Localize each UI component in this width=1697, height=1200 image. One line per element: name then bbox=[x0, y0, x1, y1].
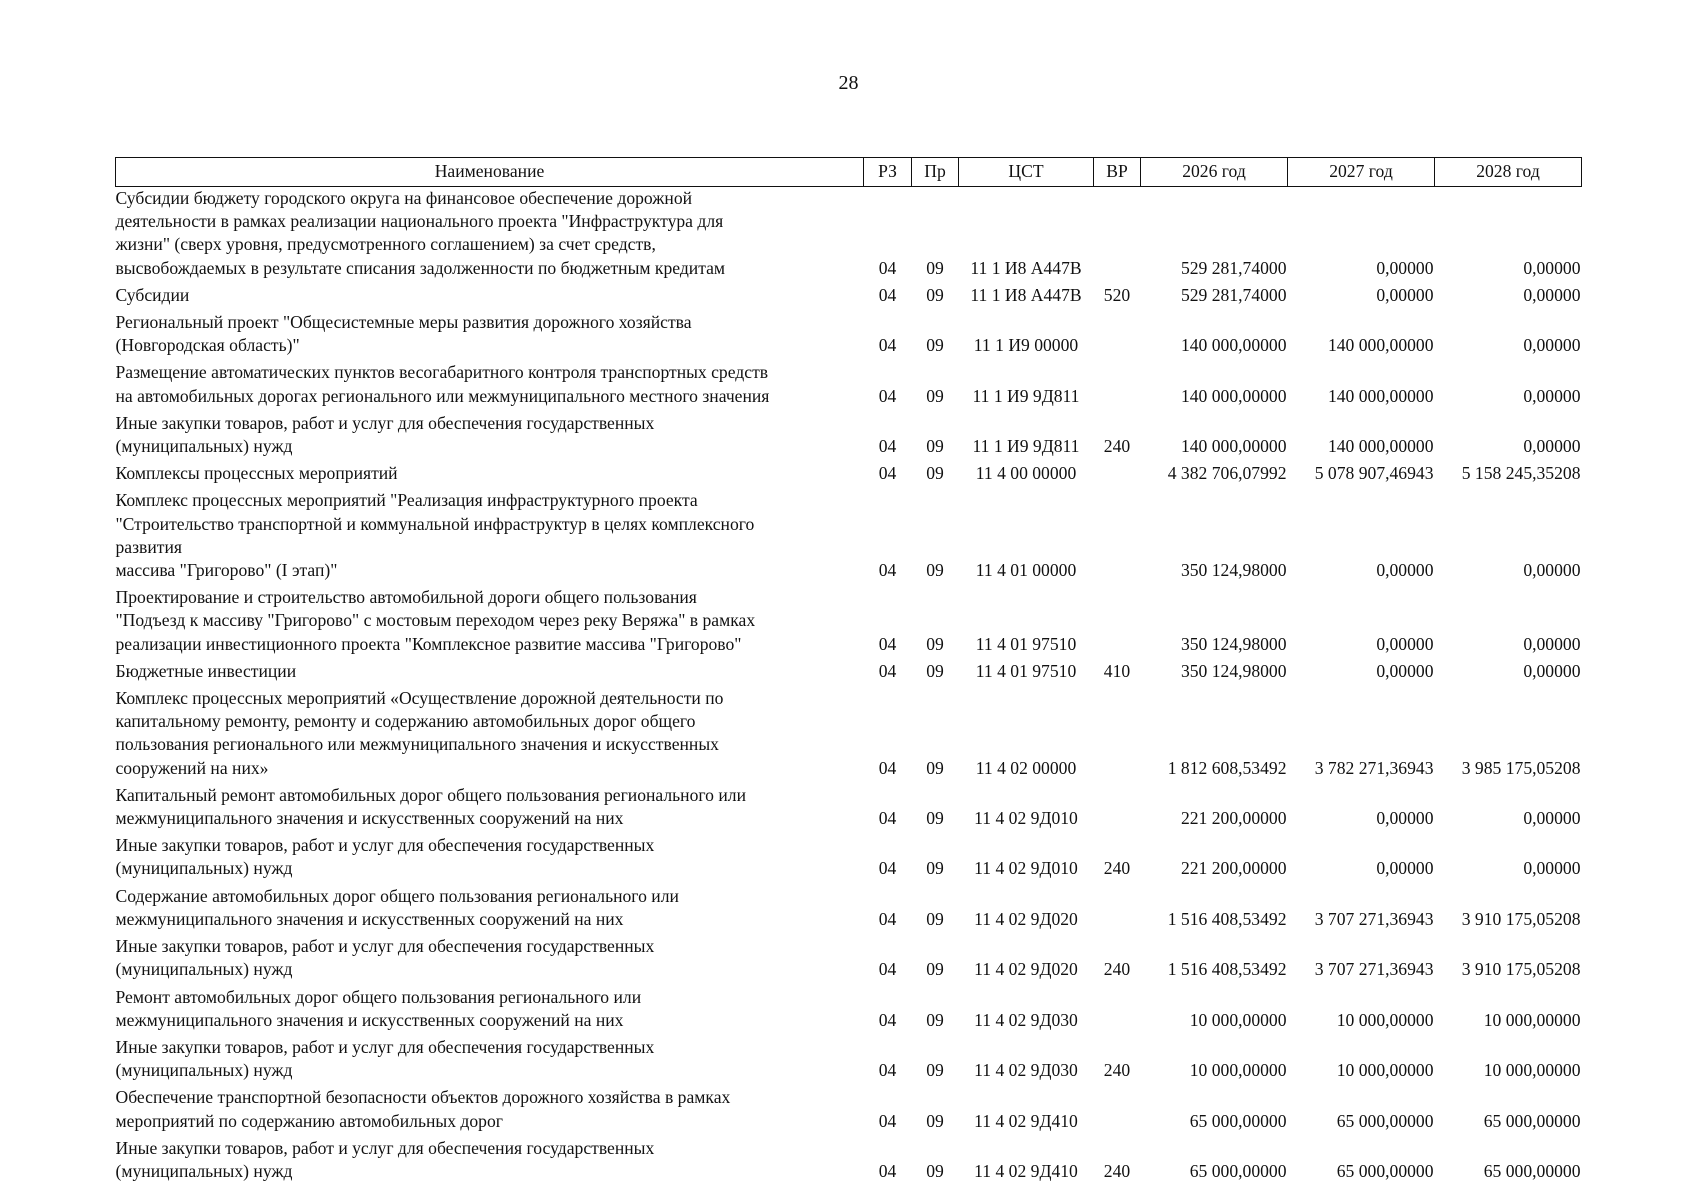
row-pr: 09 bbox=[926, 908, 944, 929]
row-amount-2027: 0,00000 bbox=[1376, 257, 1434, 278]
row-cst: 11 4 02 9Д020 bbox=[974, 959, 1078, 980]
row-vr bbox=[1094, 311, 1141, 361]
row-name-cell bbox=[116, 1086, 864, 1136]
row-vr bbox=[1094, 885, 1141, 935]
row-amount-2026: 65 000,00000 bbox=[1189, 1110, 1287, 1131]
row-cst: 11 4 02 9Д030 bbox=[974, 1060, 1078, 1081]
row-amount-2028: 0,00000 bbox=[1523, 385, 1581, 406]
row-amount-2026: 529 281,74000 bbox=[1180, 257, 1287, 278]
row-pr: 09 bbox=[926, 463, 944, 484]
row-name: Размещение автоматических пунктов весогабаритного контроля транспортных средств на автомобильных дорогах регионального или межмуниципального местного значения bbox=[115, 362, 770, 406]
table-row bbox=[116, 586, 1582, 660]
row-amount-2028: 3 910 175,05208 bbox=[1461, 908, 1581, 929]
row-pr: 09 bbox=[926, 1110, 944, 1131]
table-row bbox=[116, 834, 1582, 884]
row-cst: 11 1 И8 А447В bbox=[970, 284, 1082, 305]
row-name: Проектирование и строительство автомобильной дороги общего пользования "Подъезд к массиву "Григорово" с мостовым переходом через реку Веряжа" в рамках реализации инвестиционного проекта "Комплексное развитие массива "Григорово" bbox=[115, 587, 756, 654]
table-row bbox=[116, 311, 1582, 361]
table-row bbox=[116, 1086, 1582, 1136]
row-pr: 09 bbox=[926, 633, 944, 654]
row-rz: 04 bbox=[878, 1110, 897, 1131]
row-vr bbox=[1094, 687, 1141, 784]
row-vr bbox=[1094, 489, 1141, 586]
header-2027: 2027 год bbox=[1288, 158, 1435, 187]
row-cst: 11 4 02 9Д410 bbox=[974, 1110, 1078, 1131]
row-name: Региональный проект "Общесистемные меры развития дорожного хозяйства (Новгородская область)" bbox=[115, 312, 692, 356]
row-amount-2028: 0,00000 bbox=[1523, 284, 1581, 305]
row-amount-2026: 140 000,00000 bbox=[1180, 436, 1287, 457]
row-rz: 04 bbox=[878, 385, 897, 406]
row-pr: 09 bbox=[926, 959, 944, 980]
header-pr: Пр bbox=[912, 158, 959, 187]
header-rz: РЗ bbox=[864, 158, 912, 187]
row-rz: 04 bbox=[878, 858, 897, 879]
row-amount-2027: 140 000,00000 bbox=[1327, 385, 1434, 406]
row-vr bbox=[1094, 187, 1141, 284]
table-row bbox=[116, 885, 1582, 935]
row-name-cell bbox=[116, 834, 864, 884]
row-amount-2028: 10 000,00000 bbox=[1483, 1009, 1581, 1030]
row-rz: 04 bbox=[878, 808, 897, 829]
row-amount-2026: 529 281,74000 bbox=[1180, 284, 1287, 305]
row-amount-2027: 0,00000 bbox=[1376, 858, 1434, 879]
row-name: Обеспечение транспортной безопасности объектов дорожного хозяйства в рамках мероприятий по содержанию автомобильных дорог bbox=[115, 1087, 731, 1131]
row-amount-2027: 0,00000 bbox=[1376, 808, 1434, 829]
row-vr bbox=[1094, 361, 1141, 411]
row-cst: 11 1 И9 9Д811 bbox=[972, 385, 1080, 406]
row-name-cell bbox=[116, 284, 864, 311]
row-amount-2026: 221 200,00000 bbox=[1180, 858, 1287, 879]
row-name-cell bbox=[116, 489, 864, 586]
header-2026: 2026 год bbox=[1141, 158, 1288, 187]
row-name: Ремонт автомобильных дорог общего пользования регионального или межмуниципального значения и искусственных сооружений на них bbox=[115, 986, 642, 1030]
row-amount-2028: 0,00000 bbox=[1523, 660, 1581, 681]
row-amount-2026: 140 000,00000 bbox=[1180, 335, 1287, 356]
row-name: Комплексы процессных мероприятий bbox=[115, 463, 398, 484]
row-rz: 04 bbox=[878, 463, 897, 484]
row-amount-2026: 350 124,98000 bbox=[1180, 560, 1287, 581]
row-amount-2027: 10 000,00000 bbox=[1336, 1009, 1434, 1030]
row-pr: 09 bbox=[926, 808, 944, 829]
row-name: Иные закупки товаров, работ и услуг для обеспечения государственных (муниципальных) нужд bbox=[115, 412, 655, 457]
row-cst: 11 4 01 00000 bbox=[975, 560, 1077, 581]
row-cst: 11 4 01 97510 bbox=[975, 660, 1077, 681]
row-name: Иные закупки товаров, работ и услуг для обеспечения государственных (муниципальных) нужд bbox=[115, 1036, 655, 1081]
row-name-cell bbox=[116, 361, 864, 411]
row-amount-2027: 0,00000 bbox=[1376, 633, 1434, 654]
row-pr: 09 bbox=[926, 284, 944, 305]
row-pr: 09 bbox=[926, 660, 944, 681]
row-amount-2026: 350 124,98000 bbox=[1180, 660, 1287, 681]
row-amount-2026: 4 382 706,07992 bbox=[1167, 463, 1287, 484]
row-amount-2027: 3 782 271,36943 bbox=[1314, 757, 1434, 778]
header-vr: ВР bbox=[1094, 158, 1141, 187]
row-amount-2027: 65 000,00000 bbox=[1336, 1110, 1434, 1131]
row-pr: 09 bbox=[926, 757, 944, 778]
row-amount-2026: 140 000,00000 bbox=[1180, 385, 1287, 406]
table-body bbox=[116, 187, 1582, 1188]
row-name: Капитальный ремонт автомобильных дорог общего пользования регионального или межмуниципального значения и искусственных сооружений на них bbox=[115, 784, 746, 829]
row-amount-2028: 0,00000 bbox=[1523, 858, 1581, 879]
table-row bbox=[116, 284, 1582, 311]
row-amount-2026: 1 812 608,53492 bbox=[1167, 757, 1287, 778]
table-row bbox=[116, 412, 1582, 462]
row-pr: 09 bbox=[926, 436, 944, 457]
row-name-cell bbox=[116, 412, 864, 462]
row-rz: 04 bbox=[878, 1060, 897, 1081]
row-name-cell bbox=[116, 885, 864, 935]
row-pr: 09 bbox=[926, 1160, 944, 1181]
row-amount-2028: 3 985 175,05208 bbox=[1461, 757, 1581, 778]
row-amount-2027: 0,00000 bbox=[1376, 284, 1434, 305]
row-name: Бюджетные инвестиции bbox=[115, 660, 297, 681]
row-rz: 04 bbox=[878, 959, 897, 980]
row-cst: 11 4 02 9Д030 bbox=[974, 1009, 1078, 1030]
table-header bbox=[116, 158, 1582, 187]
table-row bbox=[116, 1137, 1582, 1187]
row-cst: 11 4 02 9Д010 bbox=[974, 858, 1078, 879]
row-rz: 04 bbox=[878, 757, 897, 778]
row-vr: 240 bbox=[1103, 858, 1131, 879]
row-pr: 09 bbox=[926, 1009, 944, 1030]
row-name: Комплекс процессных мероприятий "Реализация инфраструктурного проекта "Строительство транспортной и коммунальной инфраструктур в целях комплексного развития массива "Григорово" (I этап)" bbox=[115, 490, 755, 581]
table-row bbox=[116, 784, 1582, 834]
row-name-cell bbox=[116, 784, 864, 834]
row-cst: 11 1 И8 А447В bbox=[970, 257, 1082, 278]
row-name: Субсидии бюджету городского округа на финансовое обеспечение дорожной деятельности в рамках реализации национального проекта "Инфраструктура для жизни" (сверх уровня, предусмотренного соглашением) за счет средств, высвобождаемых в результате списания задолженности по бюджетным кредитам bbox=[115, 188, 726, 278]
row-cst: 11 4 01 97510 bbox=[975, 633, 1077, 654]
row-name-cell bbox=[116, 1036, 864, 1086]
row-amount-2028: 65 000,00000 bbox=[1483, 1110, 1581, 1131]
row-amount-2028: 0,00000 bbox=[1523, 808, 1581, 829]
row-name-cell bbox=[116, 660, 864, 687]
row-name-cell bbox=[116, 986, 864, 1036]
row-cst: 11 1 И9 00000 bbox=[973, 335, 1079, 356]
budget-table bbox=[115, 157, 1582, 1187]
row-vr bbox=[1094, 1086, 1141, 1136]
row-amount-2028: 65 000,00000 bbox=[1483, 1160, 1581, 1181]
header-name: Наименование bbox=[116, 158, 864, 187]
row-pr: 09 bbox=[926, 858, 944, 879]
row-amount-2028: 0,00000 bbox=[1523, 335, 1581, 356]
row-name: Комплекс процессных мероприятий «Осуществление дорожной деятельности по капитальному ремонту, ремонту и содержанию автомобильных дорог общего пользования регионального или межмуниципального значения и искусственных сооружений на них» bbox=[115, 688, 724, 778]
row-rz: 04 bbox=[878, 560, 897, 581]
table-row bbox=[116, 935, 1582, 985]
row-rz: 04 bbox=[878, 1009, 897, 1030]
row-amount-2027: 65 000,00000 bbox=[1336, 1160, 1434, 1181]
table-row bbox=[116, 187, 1582, 284]
row-name-cell bbox=[116, 586, 864, 660]
row-amount-2028: 10 000,00000 bbox=[1483, 1060, 1581, 1081]
header-cst: ЦСТ bbox=[959, 158, 1094, 187]
row-amount-2027: 0,00000 bbox=[1376, 660, 1434, 681]
row-amount-2027: 5 078 907,46943 bbox=[1314, 463, 1434, 484]
row-name-cell bbox=[116, 187, 864, 284]
table-row bbox=[116, 361, 1582, 411]
page-number: 28 bbox=[838, 72, 859, 94]
row-name: Иные закупки товаров, работ и услуг для обеспечения государственных (муниципальных) нужд bbox=[115, 936, 655, 980]
row-name: Иные закупки товаров, работ и услуг для обеспечения государственных (муниципальных) нужд bbox=[115, 1137, 655, 1181]
row-vr bbox=[1094, 986, 1141, 1036]
table-row bbox=[116, 462, 1582, 489]
table-row bbox=[116, 687, 1582, 784]
row-rz: 04 bbox=[878, 335, 897, 356]
row-cst: 11 1 И9 9Д811 bbox=[972, 436, 1080, 457]
row-amount-2027: 3 707 271,36943 bbox=[1314, 959, 1434, 980]
row-vr: 240 bbox=[1103, 1060, 1131, 1081]
row-cst: 11 4 00 00000 bbox=[975, 463, 1077, 484]
row-rz: 04 bbox=[878, 257, 897, 278]
table-row bbox=[116, 489, 1582, 586]
row-pr: 09 bbox=[926, 385, 944, 406]
row-amount-2027: 3 707 271,36943 bbox=[1314, 908, 1434, 929]
header-2028: 2028 год bbox=[1435, 158, 1582, 187]
row-pr: 09 bbox=[926, 1060, 944, 1081]
row-cst: 11 4 02 9Д010 bbox=[974, 808, 1078, 829]
row-vr: 520 bbox=[1103, 284, 1131, 305]
row-amount-2026: 350 124,98000 bbox=[1180, 633, 1287, 654]
row-amount-2026: 1 516 408,53492 bbox=[1167, 959, 1287, 980]
row-pr: 09 bbox=[926, 335, 944, 356]
row-rz: 04 bbox=[878, 436, 897, 457]
row-amount-2028: 5 158 245,35208 bbox=[1461, 463, 1581, 484]
row-amount-2027: 140 000,00000 bbox=[1327, 335, 1434, 356]
row-name-cell bbox=[116, 311, 864, 361]
row-amount-2027: 140 000,00000 bbox=[1327, 436, 1434, 457]
row-vr: 240 bbox=[1103, 959, 1131, 980]
row-rz: 04 bbox=[878, 633, 897, 654]
row-pr: 09 bbox=[926, 257, 944, 278]
row-amount-2028: 3 910 175,05208 bbox=[1461, 959, 1581, 980]
row-amount-2026: 65 000,00000 bbox=[1189, 1160, 1287, 1181]
row-amount-2027: 0,00000 bbox=[1376, 560, 1434, 581]
table-row bbox=[116, 1036, 1582, 1086]
row-rz: 04 bbox=[878, 284, 897, 305]
row-name-cell bbox=[116, 687, 864, 784]
row-name: Иные закупки товаров, работ и услуг для обеспечения государственных (муниципальных) нужд bbox=[115, 835, 655, 879]
row-amount-2028: 0,00000 bbox=[1523, 257, 1581, 278]
row-vr: 410 bbox=[1103, 660, 1131, 681]
row-vr bbox=[1094, 462, 1141, 489]
row-rz: 04 bbox=[878, 1160, 897, 1181]
row-vr bbox=[1094, 784, 1141, 834]
row-pr: 09 bbox=[926, 560, 944, 581]
row-amount-2028: 0,00000 bbox=[1523, 436, 1581, 457]
row-rz: 04 bbox=[878, 660, 897, 681]
row-amount-2026: 10 000,00000 bbox=[1189, 1060, 1287, 1081]
row-vr: 240 bbox=[1103, 436, 1131, 457]
row-amount-2026: 1 516 408,53492 bbox=[1167, 908, 1287, 929]
row-vr bbox=[1094, 586, 1141, 660]
row-amount-2028: 0,00000 bbox=[1523, 633, 1581, 654]
row-amount-2026: 221 200,00000 bbox=[1180, 808, 1287, 829]
row-name-cell bbox=[116, 1137, 864, 1187]
row-cst: 11 4 02 9Д410 bbox=[974, 1160, 1078, 1181]
row-name-cell bbox=[116, 935, 864, 985]
row-amount-2028: 0,00000 bbox=[1523, 560, 1581, 581]
row-amount-2026: 10 000,00000 bbox=[1189, 1009, 1287, 1030]
row-name: Субсидии bbox=[115, 284, 190, 305]
row-cst: 11 4 02 00000 bbox=[975, 757, 1077, 778]
row-cst: 11 4 02 9Д020 bbox=[974, 908, 1078, 929]
row-amount-2027: 10 000,00000 bbox=[1336, 1060, 1434, 1081]
table-row bbox=[116, 660, 1582, 687]
table-row bbox=[116, 986, 1582, 1036]
row-vr: 240 bbox=[1103, 1160, 1131, 1181]
row-rz: 04 bbox=[878, 908, 897, 929]
row-name: Содержание автомобильных дорог общего пользования регионального или межмуниципального значения и искусственных сооружений на них bbox=[115, 885, 679, 929]
row-name-cell bbox=[116, 462, 864, 489]
